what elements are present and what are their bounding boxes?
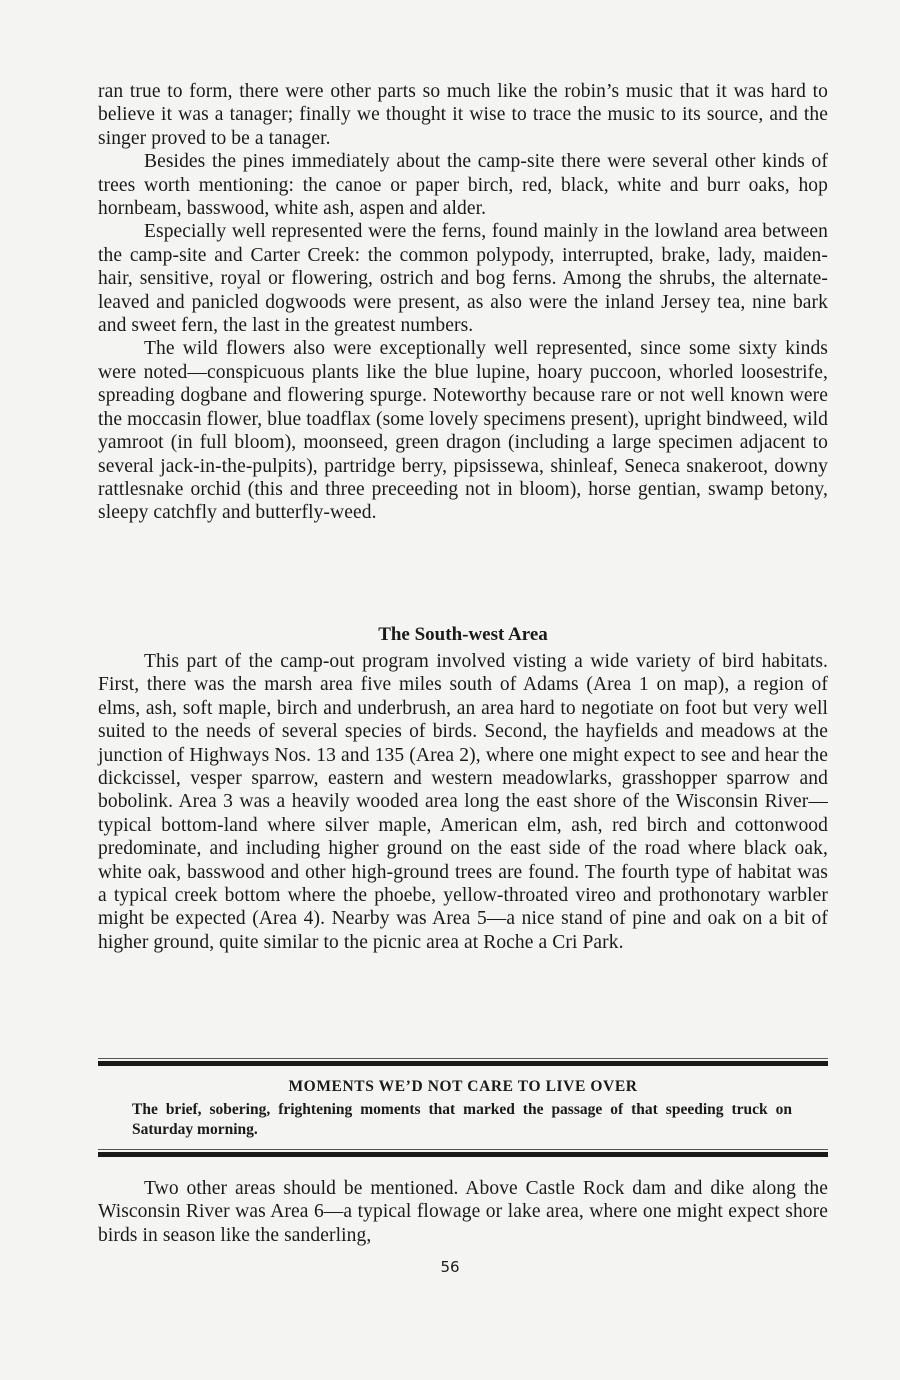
paragraph-wild-flowers: The wild flowers also were exceptionally well represented, since some sixty kinds were noted—conspicuous plants like the blue lupine, hoary puccoon, whorled loosestrife, spreading dogbane and flowering spurge. Noteworthy because rare or not well known were the moccasin flower, blue toadflax (some lovely specimens present), upright bindweed, wild yamroot (in full bloom), moonseed, green dragon (including a large specimen adjacent to several jack-in-the-pulpits), partridge berry, pipsissewa, shinleaf, Seneca snakeroot, downy rattlesnake orchid (this and three preceeding not in bloom), horse gentian, swamp betony, sleepy catchfly and butterfly-weed.: [98, 338, 828, 524]
box-caption: The brief, sobering, frightening moments that marked the passage of that speeding truck on Saturday morning.: [132, 1101, 792, 1138]
box-rule-top: [98, 1061, 828, 1066]
paragraph-southwest-area: This part of the camp-out program involved visting a wide variety of bird habitats. First, there was the marsh area five miles south of Adams (Area 1 on map), a region of elms, ash, soft maple, birch and underbrush, an area hard to negotiate on foot but very well suited to the needs of several species of birds. Second, the hayfields and meadows at the junction of Highways Nos. 13 and 135 (Area 2), where one might expect to see and hear the dickcissel, vesper sparrow, eastern and western meadowlarks, grasshopper sparrow and bobolink. Area 3 was a heavily wooded area long the east shore of the Wisconsin River—typical bottom-land where silver maple, American elm, ash, red birch and cottonwood predominate, and including higher ground on the east side of the road where black oak, white oak, basswood and other high-ground trees are found. The fourth type of habitat was a typical creek bottom where the phoebe, yellow-throated vireo and prothonotary warbler might be expected (Area 4). Nearby was Area 5—a nice stand of pine and oak on a bit of higher ground, quite similar to the picnic area at Roche a Cri Park.: [98, 651, 828, 953]
section-heading: The South-west Area: [378, 624, 548, 645]
paragraph-tanager: ran true to form, there were other parts so much like the robin’s music that it was hard to believe it was a tanager; finally we thought it wise to trace the music to its source, and the singer proved to be a tanager.: [98, 81, 828, 149]
body-text-southwest: [98, 650, 828, 954]
body-text-bottom: [98, 1177, 828, 1247]
box-rule-bottom: [98, 1152, 828, 1157]
body-text-top: [98, 80, 828, 525]
page-number: 56: [440, 1258, 460, 1276]
paragraph-ferns: Especially well represented were the ferns, found mainly in the lowland area between the camp-site and Carter Creek: the common polypody, interrupted, brake, lady, maiden-hair, sensitive, royal or flowering, ostrich and bog ferns. Among the shrubs, the alternate-leaved and panicled dogwoods were present, as also were the inland Jersey tea, nine bark and sweet fern, the last in the greatest numbers.: [98, 221, 828, 337]
paragraph-trees: Besides the pines immediately about the camp-site there were several other kinds of trees worth mentioning: the canoe or paper birch, red, black, white and burr oaks, hop hornbeam, basswood, white ash, aspen and alder.: [98, 151, 828, 220]
paragraph-other-areas: Two other areas should be mentioned. Above Castle Rock dam and dike along the Wisconsin River was Area 6—a typical flowage or lake area, where one might expect shore birds in season like the sanderling,: [98, 1178, 828, 1246]
box-title: MOMENTS WE’D NOT CARE TO LIVE OVER: [288, 1078, 638, 1095]
